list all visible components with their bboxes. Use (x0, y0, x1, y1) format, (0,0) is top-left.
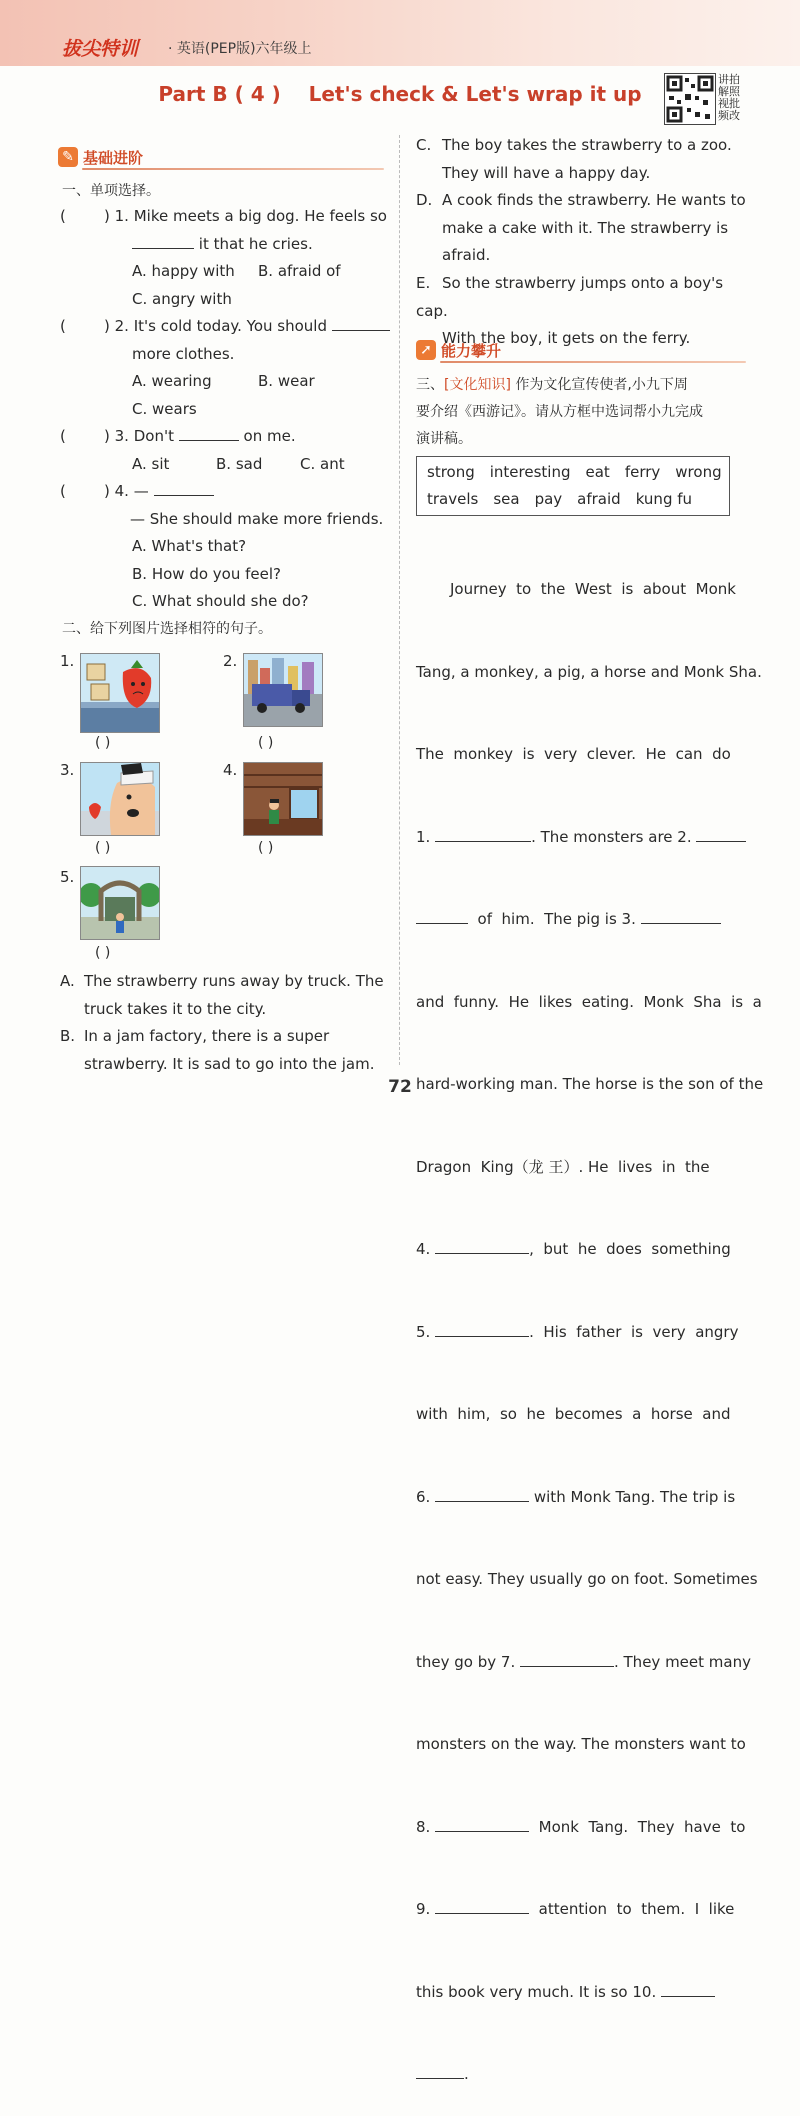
answer-paren[interactable]: ( ) 1. (60, 207, 129, 225)
answer-paren[interactable]: ( ) (95, 735, 111, 751)
section-advanced (416, 338, 746, 364)
picture-zoo-gate (80, 866, 160, 940)
passage-blank-1[interactable] (435, 825, 531, 842)
picture-cook (80, 762, 160, 836)
passage-blank-8[interactable] (435, 1815, 529, 1832)
q1-item-3: ( ) 3. Don't on me. A. sit B. sad C. ant (60, 423, 390, 478)
running-icon: ➚ (416, 340, 436, 360)
passage-blank-7[interactable] (520, 1650, 614, 1667)
sentence-b: B. In a jam factory, there is a super strawberry. It is sad to go into the jam. (60, 1027, 375, 1073)
answer-paren[interactable]: ( ) (95, 945, 111, 961)
word-bank: strong interesting eat ferry wrong travels sea pay afraid kung fu (416, 456, 730, 516)
q1-item-1: ( ) 1. Mike meets a big dog. He feels so it that he cries. A. happy with B. afraid of C. angry with (60, 207, 387, 308)
q1-item-4: ( ) 4. — — She should make more friends. A. What's that? B. How do you feel? C. What should she do? (60, 478, 390, 616)
pic-number: 3. (60, 761, 75, 779)
passage-blank-10-cont[interactable] (416, 2062, 464, 2079)
answer-blank[interactable] (332, 314, 390, 331)
passage: Journey to the West is about Monk Tang, a monkey, a pig, a horse and Monk Sha. The monkey is very clever. He can do 1. . The monsters are 2. of him. The pig is 3. and funny. He likes eating. Monk Sha is a hard-working man. The horse is the son of the Dragon King（龙 王）. He lives in the 4. , but he does something 5. . His father is very angry with him, so he becomes a horse and 6. with Monk Tang. The trip is not easy. They usually go on foot. Sometimes they go by 7. . They meet many monsters on the way. The monsters want to 8. Monk Tang. They have to 9. attention to them. I like this book very much. It is so 10. . (416, 580, 764, 2083)
section-advanced-label: 能力攀升 (441, 342, 502, 360)
passage-blank-5[interactable] (435, 1320, 529, 1337)
answer-paren[interactable]: ( ) (258, 735, 274, 751)
sentence-a: A. The strawberry runs away by truck. The truck takes it to the city. (60, 972, 384, 1018)
passage-blank-2[interactable] (696, 825, 746, 842)
passage-blank-10[interactable] (661, 1980, 715, 1997)
answer-paren[interactable]: ( ) (95, 840, 111, 856)
answer-paren[interactable]: ( ) (258, 840, 274, 856)
culture-tag: [文化知识] (444, 377, 511, 393)
pic-number: 5. (60, 868, 75, 886)
picture-jam-factory (80, 653, 160, 733)
q3-title: 三、[文化知识] 作为文化宣传使者,小九下周 要介绍《西游记》。请从方框中选词帮小九完成 演讲稿。 (416, 377, 703, 447)
q1-title: 一、单项选择。 (62, 183, 160, 199)
picture-truck (243, 653, 323, 727)
section-basic (58, 145, 384, 171)
answer-paren[interactable]: ( ) 2. (60, 317, 129, 335)
pic-number: 4. (223, 761, 238, 779)
answer-blank[interactable] (132, 232, 194, 249)
answer-blank[interactable] (179, 424, 239, 441)
section-underline (440, 361, 746, 363)
series-title: 拔尖特训 (62, 38, 139, 60)
qr-caption: 讲拍 解照 视批 频改 (718, 73, 740, 122)
passage-blank-9[interactable] (435, 1897, 529, 1914)
page-title: Part B ( 4 ) Let's check & Let's wrap it up (158, 82, 642, 106)
passage-blank-3[interactable] (641, 907, 721, 924)
sentence-c: C. The boy takes the strawberry to a zoo. They will have a happy day. (416, 136, 732, 182)
section-underline (82, 168, 384, 170)
section-basic-label: 基础进阶 (83, 149, 144, 167)
column-divider (399, 135, 400, 1065)
page-number: 72 (388, 1077, 412, 1097)
sentence-d: D. A cook finds the strawberry. He wants to make a cake with it. The strawberry is afraid. (416, 191, 746, 264)
q1-item-2: ( ) 2. It's cold today. You should more clothes. A. wearing B. wear C. wears (60, 313, 390, 423)
answer-blank[interactable] (154, 479, 214, 496)
picture-ferry (243, 762, 323, 836)
passage-blank-6[interactable] (435, 1485, 529, 1502)
q2-title: 二、给下列图片选择相符的句子。 (62, 621, 272, 637)
pic-number: 2. (223, 652, 238, 670)
qr-code-icon[interactable] (664, 73, 716, 125)
passage-blank-2-cont[interactable] (416, 907, 468, 924)
passage-blank-4[interactable] (435, 1237, 529, 1254)
sentence-e: E. So the strawberry jumps onto a boy's cap. With the boy, it gets on the ferry. (416, 274, 724, 347)
subject-label: · 英语(PEP版)六年级上 (168, 41, 312, 57)
pencil-icon: ✎ (58, 147, 78, 167)
pic-number: 1. (60, 652, 75, 670)
answer-paren[interactable]: ( ) 3. (60, 427, 129, 445)
answer-paren[interactable]: ( ) 4. (60, 482, 129, 500)
